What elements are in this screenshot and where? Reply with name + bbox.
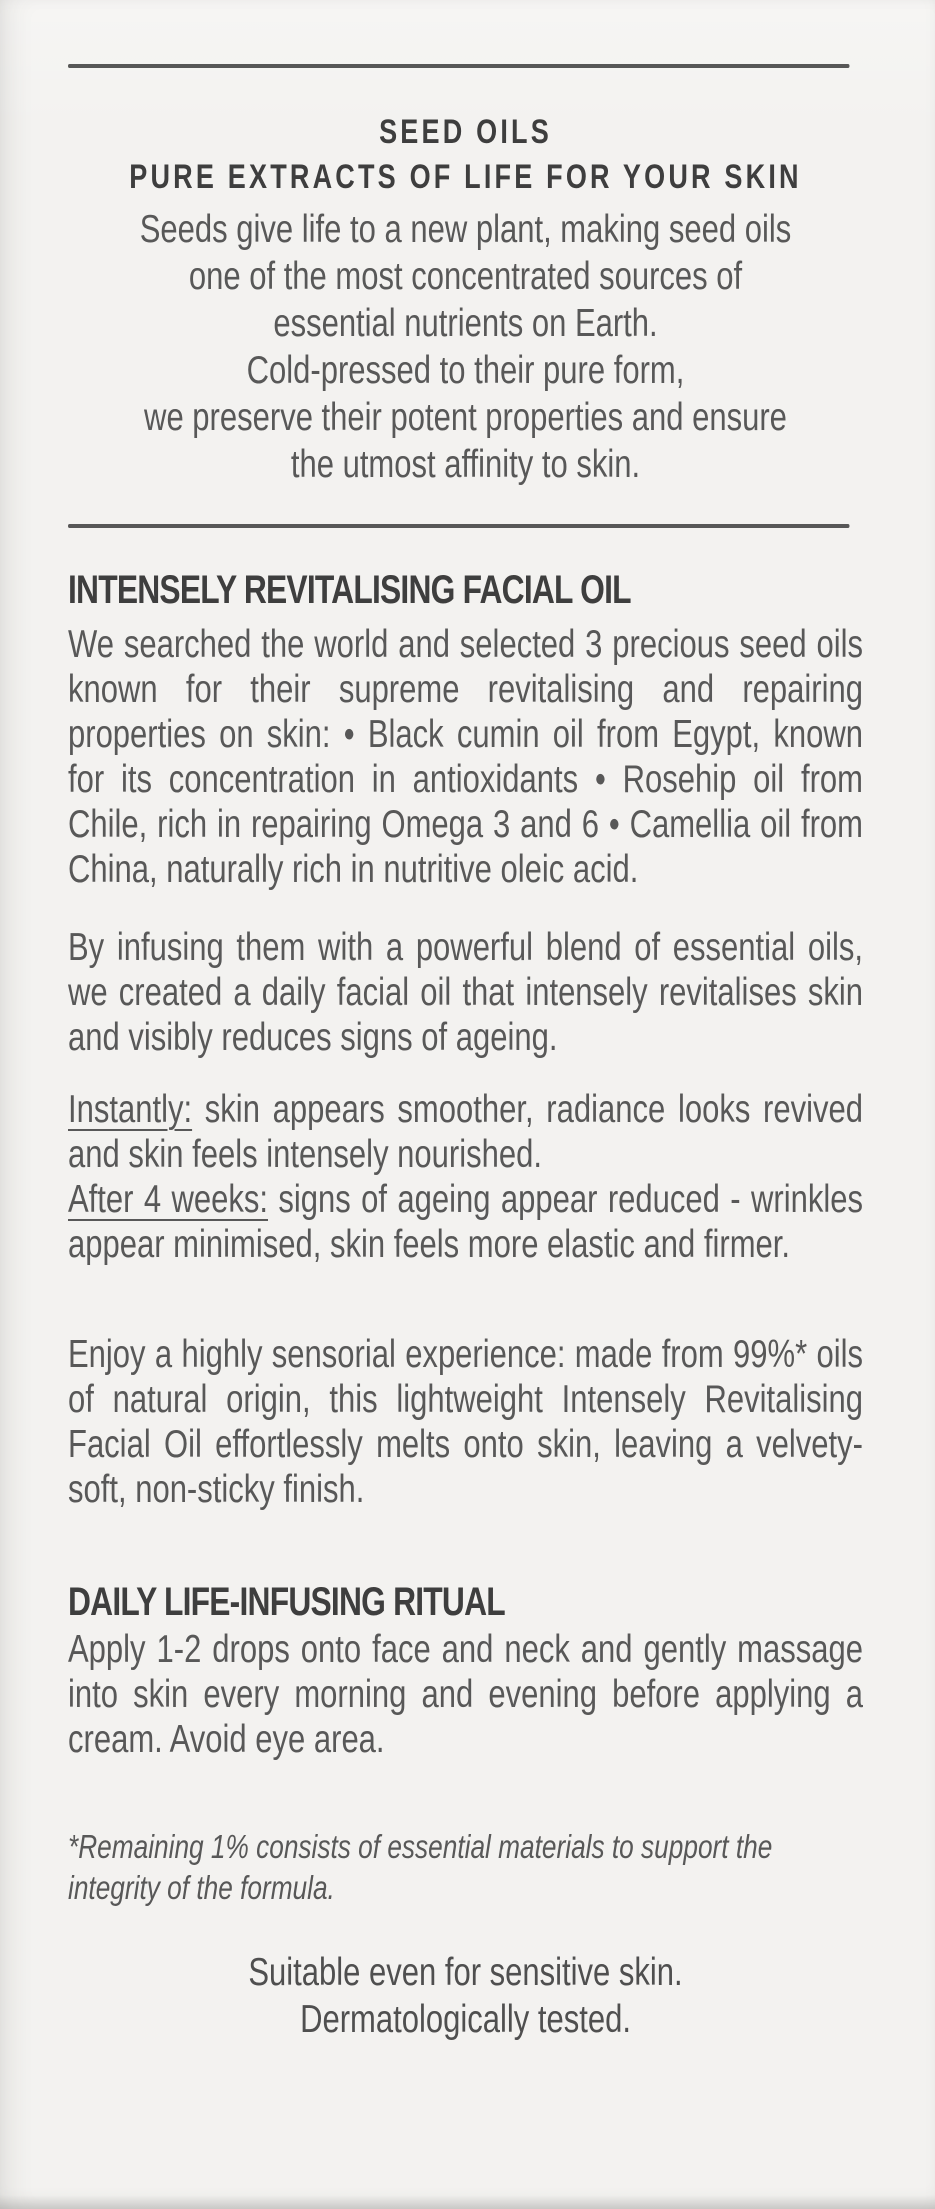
- intro-heading: [68, 110, 863, 200]
- intro-heading-line1: SEED OILS: [379, 113, 552, 151]
- ritual-heading: DAILY LIFE-INFUSING RITUAL: [68, 1580, 505, 1624]
- instantly-text: skin appears smoother, radiance looks revived and skin feels intensely nourished.: [68, 1088, 863, 1176]
- intro-paragraph: [68, 206, 863, 488]
- sensorial-paragraph: Enjoy a highly sensorial experience: made from 99%* oils of natural origin, this lightweight Intensely Revitalising Facial Oil effortlessly melts onto skin, leaving a velvety-soft, non-sticky finish.: [68, 1333, 863, 1511]
- intro-heading-line2: PURE EXTRACTS OF LIFE FOR YOUR SKIN: [129, 158, 802, 196]
- infusing-paragraph: By infusing them with a powerful blend of essential oils, we created a daily facial oil that intensely revitalises skin and visibly reduces signs of ageing.: [68, 926, 863, 1059]
- intro-line: we preserve their potent properties and ensure: [144, 396, 787, 439]
- intro-line: Cold-pressed to their pure form,: [246, 349, 685, 392]
- closing-statement: [68, 1949, 863, 2043]
- after-4-weeks-label: After 4 weeks:: [68, 1178, 269, 1221]
- after-4-weeks-text: signs of ageing appear reduced - wrinkles appear minimised, skin feels more elastic and firmer.: [68, 1178, 863, 1266]
- label-text-panel: [68, 0, 863, 2043]
- facial-oil-heading: INTENSELY REVITALISING FACIAL OIL: [68, 568, 631, 612]
- intro-line: one of the most concentrated sources of: [188, 255, 743, 298]
- intro-line: Seeds give life to a new plant, making seed oils: [139, 208, 792, 251]
- closing-line1: Suitable even for sensitive skin.: [248, 1951, 683, 1994]
- divider-middle: [68, 524, 849, 528]
- instantly-label: Instantly:: [68, 1088, 193, 1131]
- intro-line: essential nutrients on Earth.: [273, 302, 658, 345]
- results-paragraph: [68, 1087, 863, 1267]
- divider-top: [68, 64, 849, 68]
- ritual-paragraph: Apply 1-2 drops onto face and neck and gently massage into skin every morning and evening before applying a cream. Avoid eye area.: [68, 1628, 863, 1761]
- closing-line2: Dermatologically tested.: [300, 1998, 631, 2041]
- box-bottom-edge: [0, 2195, 935, 2209]
- seed-oils-paragraph: We searched the world and selected 3 precious seed oils known for their supreme revitalising and repairing properties on skin: • Black cumin oil from Egypt, known for its concentration in antioxidants • Rosehip oil from Chile, rich in repairing Omega 3 and 6 • Camellia oil from China, naturally rich in nutritive oleic acid.: [68, 623, 863, 891]
- footnote: *Remaining 1% consists of essential materials to support the integrity of the formula.: [68, 1828, 773, 1906]
- intro-line: the utmost affinity to skin.: [290, 443, 641, 486]
